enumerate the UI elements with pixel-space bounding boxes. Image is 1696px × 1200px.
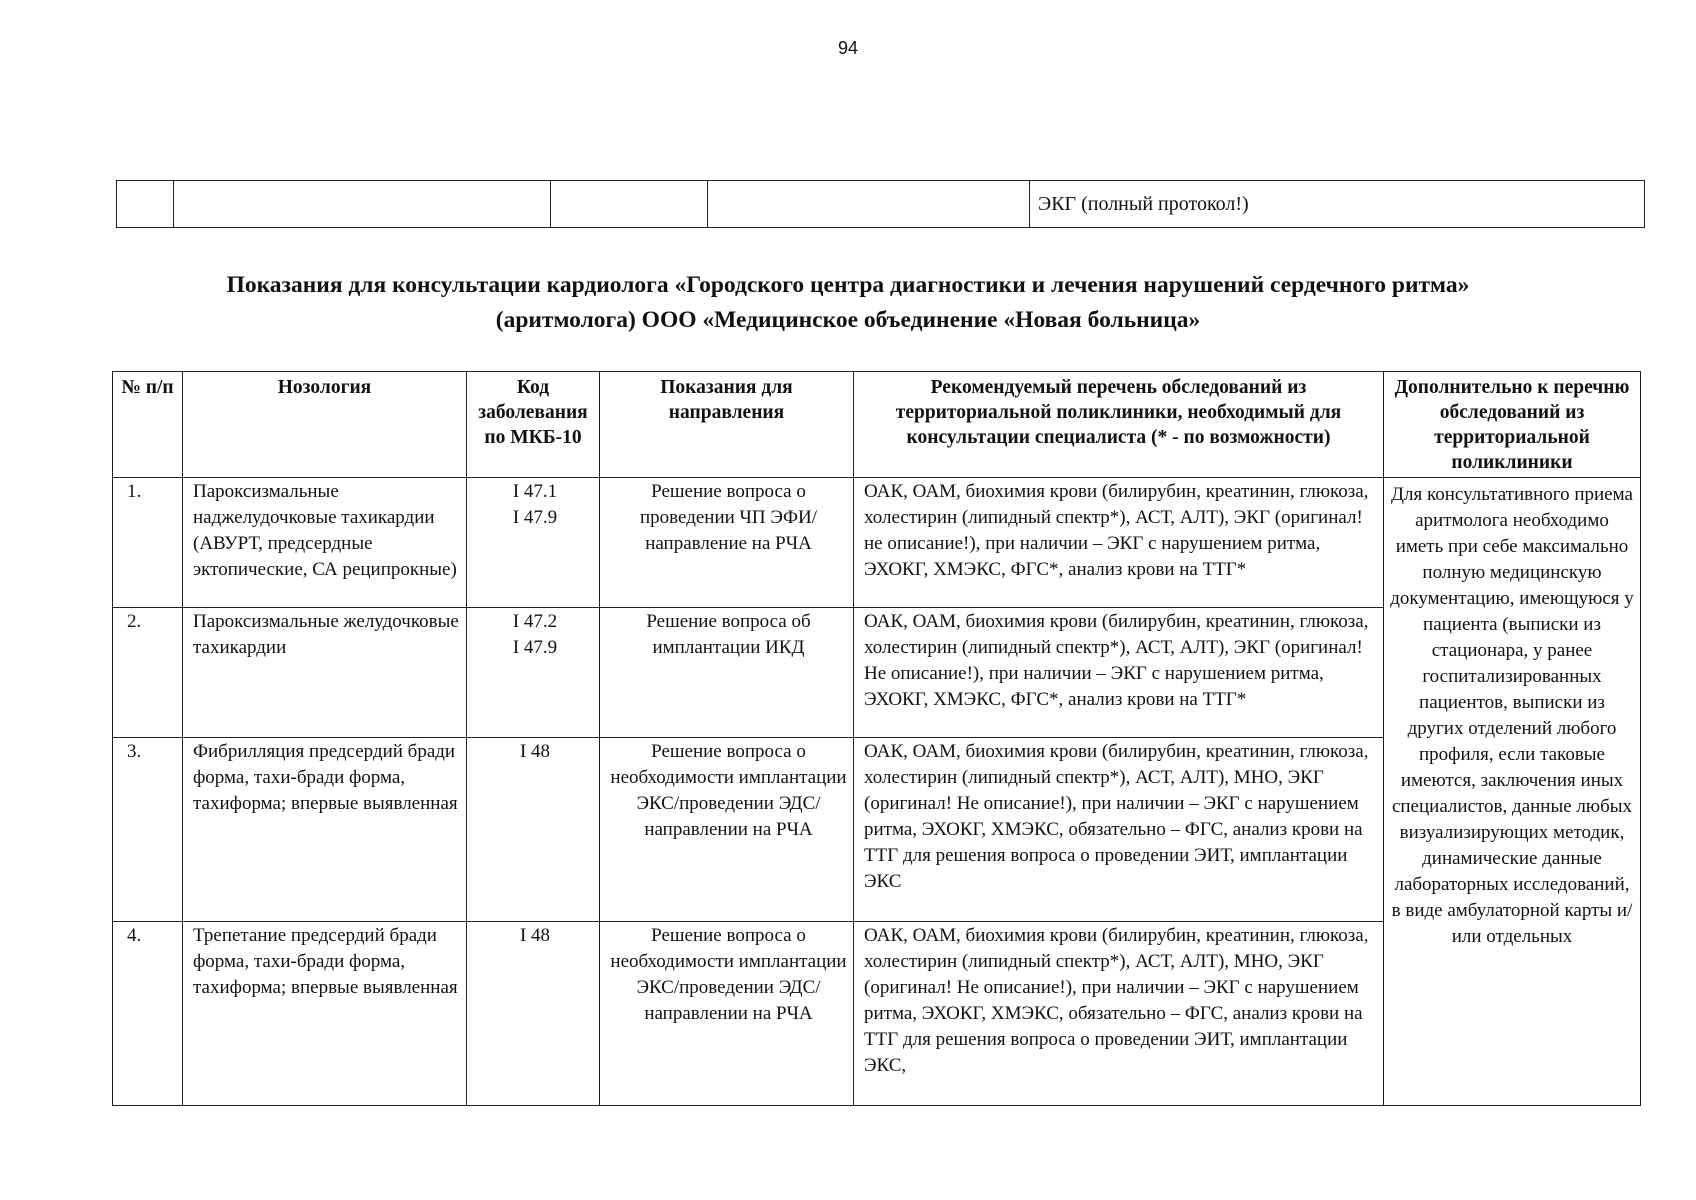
code-primary: I 47.1 <box>512 481 558 502</box>
row-indication: Решение вопроса об имплантации ИКД <box>600 608 854 738</box>
header-additional: Дополнительно к перечню обследований из территориальной поликлиники <box>1384 372 1641 478</box>
code-primary: I 47.2 <box>512 611 558 632</box>
row-num: 2. <box>113 608 183 738</box>
row-indication: Решение вопроса о необходимости имплантации ЭКС/проведении ЭДС/направлении на РЧА <box>600 922 854 1106</box>
row-code <box>467 738 600 922</box>
header-nosology: Нозология <box>183 372 467 478</box>
title-line-1: Показания для консультации кардиолога «Городского центра диагностики и лечения нарушений сердечного ритма» <box>226 272 1470 298</box>
table-row <box>113 478 1641 608</box>
row-recommended: ОАК, ОАМ, биохимия крови (билирубин, креатинин, глюкоза, холестирин (липидный спектр*), АСТ, АЛТ), МНО, ЭКГ (оригинал! Не описание!), при наличии – ЭКГ с нарушением ритма, ЭХОКГ, ХМЭКС, обязательно – ФГС, анализ крови на ТТГ для решения вопроса о проведении ЭИТ, имплантации ЭКС, <box>854 922 1384 1106</box>
row-nosology: Фибрилляция предсердий бради форма, тахи-бради форма, тахиформа; впервые выявленная <box>183 738 467 922</box>
header-num: № п/п <box>113 372 183 478</box>
row-recommended: ОАК, ОАМ, биохимия крови (билирубин, креатинин, глюкоза, холестирин (липидный спектр*), АСТ, АЛТ), ЭКГ (оригинал! не описание!), при наличии – ЭКГ с нарушением ритма, ЭХОКГ, ХМЭКС, ФГС*, анализ крови на ТТГ* <box>854 478 1384 608</box>
title-line-2: (аритмолога) ООО «Медицинское объединение «Новая больница» <box>495 307 1201 333</box>
table-cell <box>551 181 708 228</box>
row-num: 1. <box>113 478 183 608</box>
additional-requirements: Для консультативного приема аритмолога необходимо иметь при себе максимально полную медицинскую документацию, имеющуюся у пациента (выписки из стационара, у ранее госпитализированных пациентов, выписки из других отделений любого профиля, если таковые имеются, заключения иных специалистов, данные любых визуализирующих методик, динамические данные лабораторных исследований, в виде амбулаторной карты и/или отдельных <box>1384 478 1641 1106</box>
code-secondary: I 47.9 <box>512 637 558 658</box>
header-row <box>113 372 1641 478</box>
row-nosology: Пароксизмальные желудочковые тахикардии <box>183 608 467 738</box>
row-code <box>467 922 600 1106</box>
header-indications: Показания для направления <box>600 372 854 478</box>
code-secondary: I 47.9 <box>512 507 558 528</box>
table-cell-ecg-note: ЭКГ (полный протокол!) <box>1030 181 1645 228</box>
continued-table-row <box>116 180 1645 228</box>
table-cell <box>117 181 174 228</box>
indications-table <box>112 371 1641 1106</box>
row-indication: Решение вопроса о необходимости имплантации ЭКС/проведении ЭДС/направлении на РЧА <box>600 738 854 922</box>
code-primary: I 48 <box>519 925 551 946</box>
page-title <box>100 268 1596 338</box>
page-number: 94 <box>837 38 859 58</box>
code-primary: I 48 <box>519 741 551 762</box>
row-recommended: ОАК, ОАМ, биохимия крови (билирубин, креатинин, глюкоза, холестирин (липидный спектр*), АСТ, АЛТ), МНО, ЭКГ (оригинал! Не описание!), при наличии – ЭКГ с нарушением ритма, ЭХОКГ, ХМЭКС, обязательно – ФГС, анализ крови на ТТГ для решения вопроса о проведении ЭИТ, имплантации ЭКС <box>854 738 1384 922</box>
row-recommended: ОАК, ОАМ, биохимия крови (билирубин, креатинин, глюкоза, холестирин (липидный спектр*), АСТ, АЛТ), ЭКГ (оригинал! Не описание!), при наличии – ЭКГ с нарушением ритма, ЭХОКГ, ХМЭКС, ФГС*, анализ крови на ТТГ* <box>854 608 1384 738</box>
row-num: 3. <box>113 738 183 922</box>
table-row <box>117 181 1645 228</box>
row-num: 4. <box>113 922 183 1106</box>
row-nosology: Пароксизмальные наджелудочковые тахикардии (АВУРТ, предсердные эктопические, СА реципрокные) <box>183 478 467 608</box>
header-code: Код заболевания по МКБ-10 <box>467 372 600 478</box>
table-cell <box>174 181 551 228</box>
row-indication: Решение вопроса о проведении ЧП ЭФИ/направление на РЧА <box>600 478 854 608</box>
table-cell <box>708 181 1030 228</box>
row-code <box>467 478 600 608</box>
row-nosology: Трепетание предсердий бради форма, тахи-бради форма, тахиформа; впервые выявленная <box>183 922 467 1106</box>
row-code <box>467 608 600 738</box>
header-recommended: Рекомендуемый перечень обследований из территориальной поликлиники, необходимый для консультации специалиста (* - по возможности) <box>854 372 1384 478</box>
